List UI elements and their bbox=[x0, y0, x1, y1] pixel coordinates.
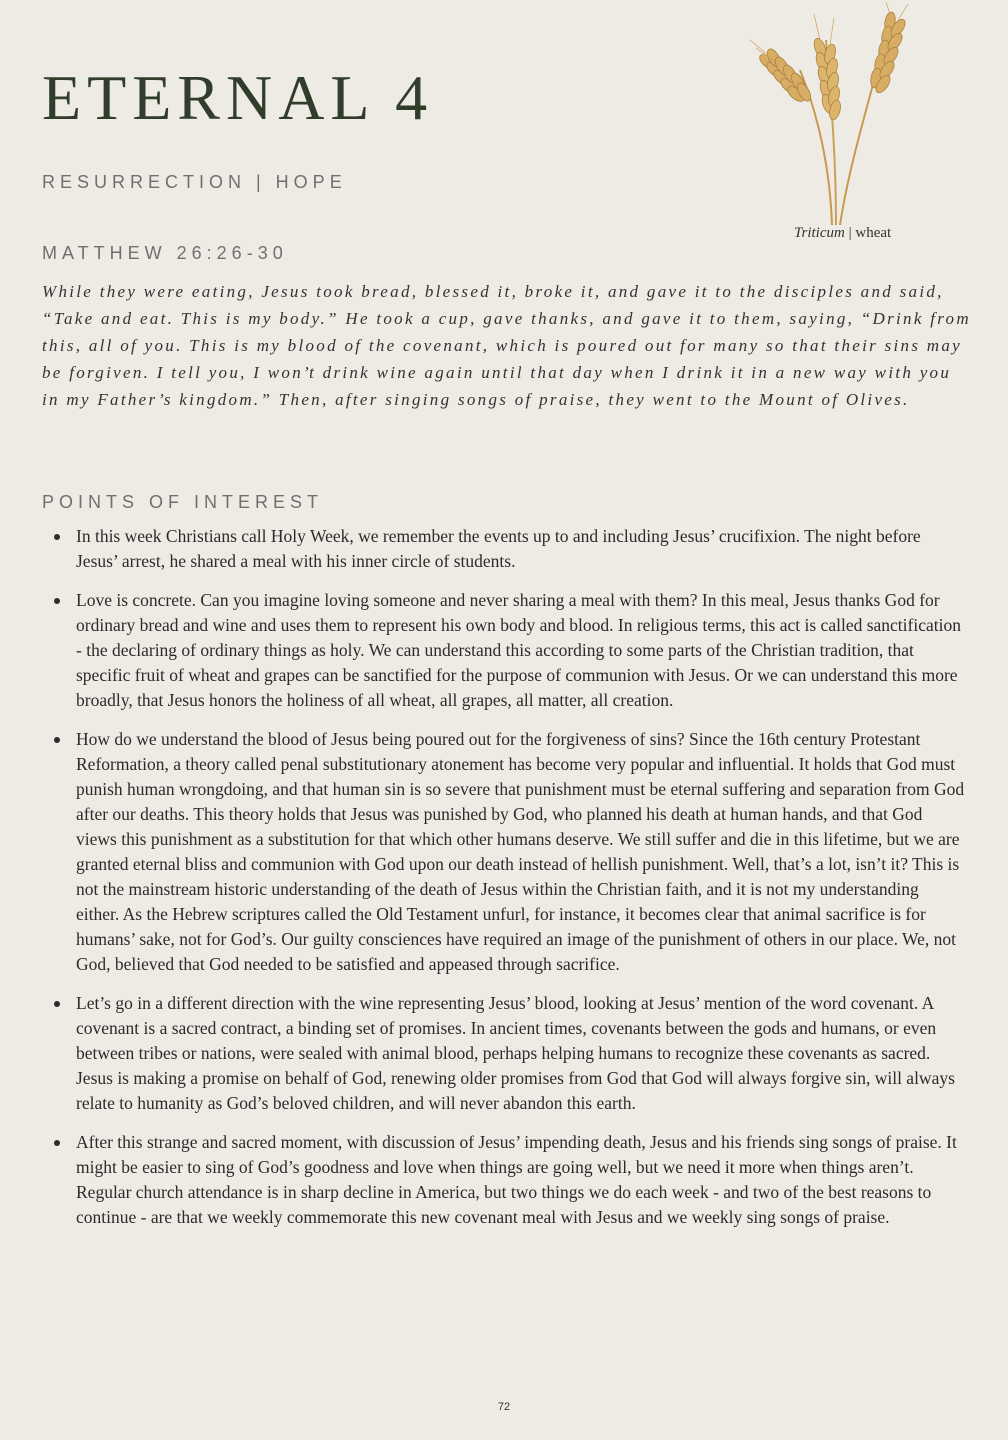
point-text: After this strange and sacred moment, with discussion of Jesus’ impending death, Jesus and his friends sing songs of praise. It might be easier to sing of God’s goodness and love when things are going well, but we need it more when things aren’t. Regular church attendance is in sharp decline in America, but two things we do each week - and two of the best reasons to continue - are that we weekly commemorate this new covenant meal with Jesus and we weekly sing songs of praise. bbox=[76, 1132, 957, 1227]
bullet-icon bbox=[54, 598, 60, 604]
page-title: ETERNAL 4 bbox=[42, 62, 434, 133]
bullet-icon bbox=[54, 1001, 60, 1007]
point-item bbox=[76, 588, 966, 713]
point-item bbox=[76, 1130, 966, 1230]
points-of-interest-heading: POINTS OF INTEREST bbox=[42, 492, 324, 512]
point-item bbox=[76, 991, 966, 1116]
point-item bbox=[76, 524, 966, 574]
bullet-icon bbox=[54, 1140, 60, 1146]
page-number: 72 bbox=[497, 1401, 511, 1413]
point-item bbox=[76, 727, 966, 977]
caption-genus: Triticum bbox=[794, 225, 845, 241]
scripture-reference: MATTHEW 26:26-30 bbox=[42, 243, 288, 263]
point-text: Let’s go in a different direction with the wine representing Jesus’ blood, looking at Jesus’ mention of the word covenant. A covenant is a sacred contract, a binding set of promises. In ancient times, covenants between the gods and humans, or even between tribes or nations, were sealed with animal blood, perhaps helping humans to recognize these covenants as sacred. Jesus is making a promise on behalf of God, renewing older promises from God that God will always forgive sin, will always relate to humanity as God’s beloved children, and will never abandon this earth. bbox=[76, 993, 955, 1113]
bullet-icon bbox=[54, 737, 60, 743]
point-text: Love is concrete. Can you imagine loving someone and never sharing a meal with them? In this meal, Jesus thanks God for ordinary bread and wine and uses them to represent his own body and blood. In religious terms, this act is called sanctification - the declaring of ordinary things as holy. We can understand this according to some parts of the Christian tradition, that specific fruit of wheat and grapes can be sanctified for the purpose of communion with Jesus. Or we can understand this more broadly, that Jesus honors the holiness of all wheat, all grapes, all matter, all creation. bbox=[76, 590, 961, 710]
page-subtitle: RESURRECTION | HOPE bbox=[42, 172, 347, 192]
points-list bbox=[76, 524, 966, 1244]
scripture-text: While they were eating, Jesus took bread, blessed it, broke it, and gave it to the disciples and said, “Take and eat. This is my body.” He took a cup, gave thanks, and gave it to them, saying, “Drink from this, all of you. This is my blood of the covenant, which is poured out for many so that their sins may be forgiven. I tell you, I won’t drink wine again until that day when I drink it in a new way with you in my Father’s kingdom.” Then, after singing songs of praise, they went to the Mount of Olives. bbox=[42, 282, 971, 409]
point-text: In this week Christians call Holy Week, we remember the events up to and including Jesus’ crucifixion. The night before Jesus’ arrest, he shared a meal with his inner circle of students. bbox=[76, 526, 921, 571]
point-text: How do we understand the blood of Jesus being poured out for the forgiveness of sins? Since the 16th century Protestant Reformation, a theory called penal substitutionary atonement has become very popular and influential. It holds that God must punish human wrongdoing, and that human sin is so severe that punishment must be eternal suffering and separation from God after our deaths. This theory holds that Jesus was punished by God, who planned his death at human hands, and that God views this punishment as a substitution for that which other humans deserve. We still suffer and die in this lifetime, but we are granted eternal bliss and communion with God upon our death instead of hellish punishment. Well, that’s a lot, isn’t it? This is not the mainstream historic understanding of the death of Jesus within the Christian faith, and it is not my understanding either. As the Hebrew scriptures called the Old Testament unfurl, for instance, it becomes clear that animal sacrifice is for humans’ sake, not for God’s. Our guilty consciences have required an image of the punishment of others in our place. We, not God, believed that God needed to be satisfied and appeased through sacrifice. bbox=[76, 729, 965, 974]
bullet-icon bbox=[54, 534, 60, 540]
caption-common-name: | wheat bbox=[844, 225, 892, 241]
figure-caption bbox=[794, 225, 891, 242]
wheat-illustration bbox=[740, 0, 920, 228]
